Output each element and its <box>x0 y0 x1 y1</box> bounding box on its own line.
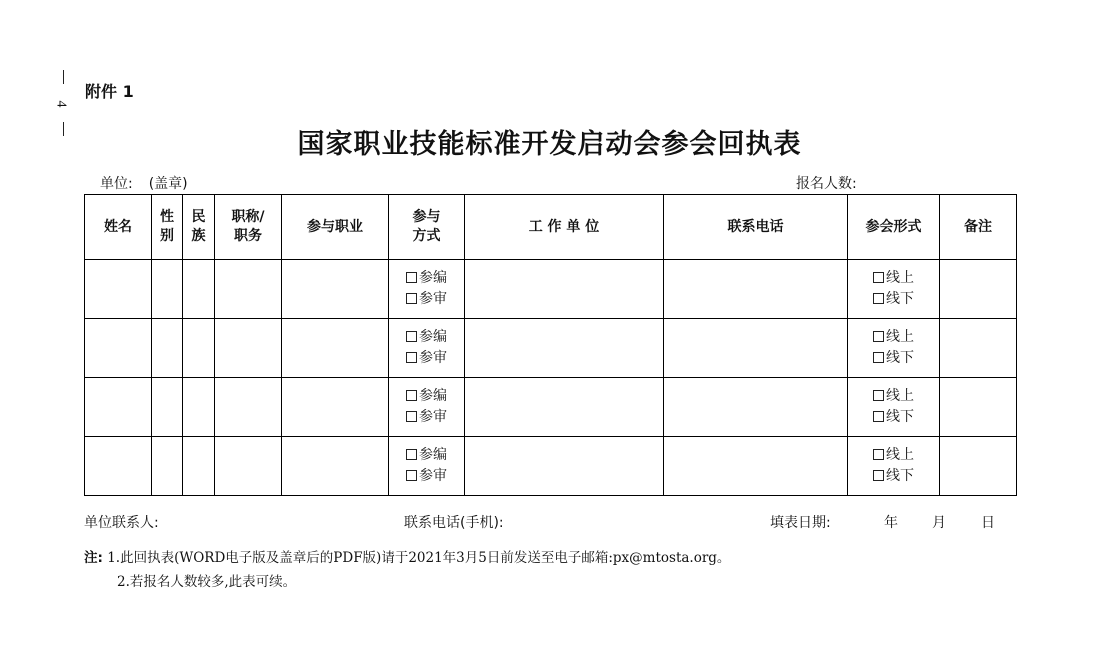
note-2 <box>84 570 730 594</box>
header-ethnicity: 民族 <box>183 195 215 260</box>
seal-label: (盖章) <box>148 176 188 192</box>
name-cell[interactable] <box>85 437 152 496</box>
title-position-cell[interactable] <box>215 260 282 319</box>
date-month-label: 月 <box>932 515 946 531</box>
remarks-cell[interactable] <box>940 260 1017 319</box>
participation-option-edit[interactable]: 参编 <box>389 327 464 348</box>
checkbox-icon[interactable] <box>873 411 884 422</box>
checkbox-icon[interactable] <box>406 331 417 342</box>
format-option-online[interactable]: 线上 <box>848 268 939 289</box>
header-occupation: 参与职业 <box>282 195 389 260</box>
participation-option-review[interactable]: 参审 <box>389 289 464 310</box>
header-participation-mode: 参与方式 <box>389 195 465 260</box>
title-position-cell[interactable] <box>215 437 282 496</box>
occupation-cell[interactable] <box>282 378 389 437</box>
name-cell[interactable] <box>85 260 152 319</box>
participation-option-edit[interactable]: 参编 <box>389 445 464 466</box>
checkbox-icon[interactable] <box>406 449 417 460</box>
participation-option-edit[interactable]: 参编 <box>389 386 464 407</box>
checkbox-icon[interactable] <box>873 390 884 401</box>
table-row <box>85 378 1017 437</box>
format-option-online[interactable]: 线上 <box>848 327 939 348</box>
checkbox-icon[interactable] <box>406 470 417 481</box>
header-name: 姓名 <box>85 195 152 260</box>
page-number-value: 4 <box>53 100 69 108</box>
contact-phone-label: 联系电话(手机): <box>404 515 504 531</box>
checkbox-icon[interactable] <box>873 470 884 481</box>
checkbox-icon[interactable] <box>873 352 884 363</box>
header-remarks: 备注 <box>940 195 1017 260</box>
contact-person-label: 单位联系人: <box>84 515 159 531</box>
participation-option-review[interactable]: 参审 <box>389 466 464 487</box>
gender-cell[interactable] <box>152 378 183 437</box>
participation-cell <box>389 319 465 378</box>
date-day-label: 日 <box>981 515 995 531</box>
format-option-offline[interactable]: 线下 <box>848 289 939 310</box>
checkbox-icon[interactable] <box>406 352 417 363</box>
gender-cell[interactable] <box>152 260 183 319</box>
checkbox-icon[interactable] <box>873 449 884 460</box>
table-header-row <box>85 195 1017 260</box>
ethnicity-cell[interactable] <box>183 319 215 378</box>
checkbox-icon[interactable] <box>406 293 417 304</box>
participation-cell <box>389 437 465 496</box>
page-title: 国家职业技能标准开发启动会参会回执表 <box>297 129 802 160</box>
header-title-position: 职称/职务 <box>215 195 282 260</box>
table-row <box>85 260 1017 319</box>
unit-field <box>100 173 188 193</box>
header-attendance-format: 参会形式 <box>848 195 940 260</box>
ethnicity-cell[interactable] <box>183 260 215 319</box>
table-row <box>85 437 1017 496</box>
remarks-cell[interactable] <box>940 378 1017 437</box>
page-number-dash <box>63 70 64 84</box>
checkbox-icon[interactable] <box>873 293 884 304</box>
header-work-unit: 工 作 单 位 <box>465 195 664 260</box>
participation-cell <box>389 378 465 437</box>
checkbox-icon[interactable] <box>873 331 884 342</box>
ethnicity-cell[interactable] <box>183 437 215 496</box>
header-gender: 性别 <box>152 195 183 260</box>
phone-cell[interactable] <box>664 260 848 319</box>
format-cell <box>848 378 940 437</box>
registration-count-label: 报名人数: <box>796 176 857 192</box>
phone-cell[interactable] <box>664 437 848 496</box>
name-cell[interactable] <box>85 319 152 378</box>
header-phone: 联系电话 <box>664 195 848 260</box>
registration-table <box>84 194 1017 496</box>
phone-cell[interactable] <box>664 378 848 437</box>
note-2-text: 2.若报名人数较多,此表可续。 <box>117 574 297 590</box>
occupation-cell[interactable] <box>282 319 389 378</box>
work-unit-cell[interactable] <box>465 260 664 319</box>
format-option-offline[interactable]: 线下 <box>848 348 939 369</box>
work-unit-cell[interactable] <box>465 378 664 437</box>
participation-option-edit[interactable]: 参编 <box>389 268 464 289</box>
participation-option-review[interactable]: 参审 <box>389 407 464 428</box>
title-position-cell[interactable] <box>215 319 282 378</box>
title-position-cell[interactable] <box>215 378 282 437</box>
checkbox-icon[interactable] <box>406 390 417 401</box>
format-option-offline[interactable]: 线下 <box>848 407 939 428</box>
notes-section <box>84 546 730 594</box>
ethnicity-cell[interactable] <box>183 378 215 437</box>
format-option-online[interactable]: 线上 <box>848 386 939 407</box>
table-row <box>85 319 1017 378</box>
participation-cell <box>389 260 465 319</box>
format-cell <box>848 260 940 319</box>
occupation-cell[interactable] <box>282 260 389 319</box>
attachment-label: 附件 1 <box>85 82 134 101</box>
format-option-offline[interactable]: 线下 <box>848 466 939 487</box>
checkbox-icon[interactable] <box>406 411 417 422</box>
remarks-cell[interactable] <box>940 319 1017 378</box>
gender-cell[interactable] <box>152 437 183 496</box>
note-1 <box>84 546 730 570</box>
fill-date-label: 填表日期: <box>770 515 831 531</box>
checkbox-icon[interactable] <box>406 272 417 283</box>
notes-label: 注: <box>84 550 103 566</box>
name-cell[interactable] <box>85 378 152 437</box>
unit-label: 单位: <box>100 176 133 192</box>
participation-option-review[interactable]: 参审 <box>389 348 464 369</box>
remarks-cell[interactable] <box>940 437 1017 496</box>
work-unit-cell[interactable] <box>465 319 664 378</box>
format-cell <box>848 319 940 378</box>
gender-cell[interactable] <box>152 319 183 378</box>
checkbox-icon[interactable] <box>873 272 884 283</box>
format-cell <box>848 437 940 496</box>
note-1-text: 1.此回执表(WORD电子版及盖章后的PDF版)请于2021年3月5日前发送至电子邮箱:px@mtosta.org。 <box>107 550 731 566</box>
date-year-label: 年 <box>884 515 898 531</box>
phone-cell[interactable] <box>664 319 848 378</box>
work-unit-cell[interactable] <box>465 437 664 496</box>
occupation-cell[interactable] <box>282 437 389 496</box>
format-option-online[interactable]: 线上 <box>848 445 939 466</box>
